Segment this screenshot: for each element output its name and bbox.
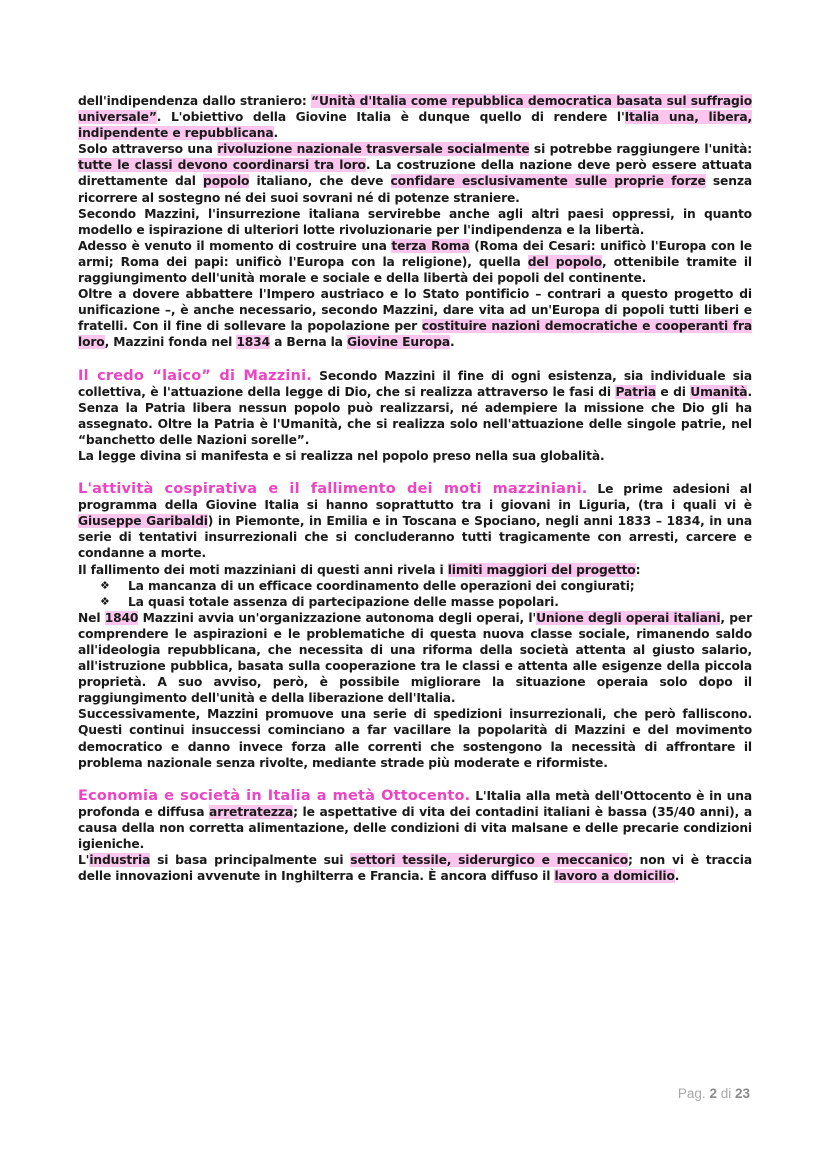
highlighted-text: lavoro a domicilio bbox=[554, 869, 675, 884]
paragraph: La legge divina si manifesta e si realizza nel popolo preso nella sua globalità. bbox=[78, 448, 605, 463]
paragraph: dell'indipendenza dallo straniero: “Unità d'Italia come repubblica democratica basata sul suffragio universale”. L'obiettivo della Giovine Italia è dunque quello di rendere l'Italia una, libera, indipendente e repubblicana. bbox=[78, 94, 753, 141]
paragraph: Il fallimento dei moti mazziniani di questi anni rivela i limiti maggiori del progetto: bbox=[78, 562, 641, 577]
highlighted-text: 1840 bbox=[104, 610, 139, 625]
bullet-list bbox=[78, 578, 752, 610]
highlighted-text: del popolo bbox=[527, 254, 603, 269]
section-heading: Il credo “laico” di Mazzini. bbox=[78, 367, 312, 384]
paragraph: Il credo “laico” di Mazzini. Secondo Mazzini il fine di ogni esistenza, sia individuale sia collettiva, è l'attuazione della legge di Dio, che si realizza attraverso le fasi di Patria e di Umanità. Senza la Patria libera nessun popolo può realizzarsi, né adempiere la missione che Dio gli ha assegnato. Oltre la Patria è l'Umanità, che si realizza solo nell'attuazione delle singole patrie, nel “banchetto delle Nazioni sorelle”. bbox=[78, 367, 752, 447]
highlighted-text: tutte le classi devono coordinarsi tra loro bbox=[78, 158, 366, 173]
paragraph: L'attività cospirativa e il fallimento dei moti mazziniani. Le prime adesioni al programma della Giovine Italia si hanno soprattutto tra i giovani in Liguria, (tra i quali vi è Giuseppe Garibaldi) in Piemonte, in Emilia e in Toscana e Spociano, negli anni 1833 – 1834, in una serie di tentativi insurrezionali che si concluderanno tutti tragicamente con arresti, carcere e condanne a morte. bbox=[78, 481, 752, 561]
highlighted-text: rivoluzione nazionale trasversale socialmente bbox=[217, 142, 530, 157]
section-moti bbox=[78, 481, 752, 771]
paragraph: Solo attraverso una rivoluzione nazionale trasversale socialmente si potrebbe raggiungere l'unità: tutte le classi devono coordinarsi tra loro. La costruzione della nazione deve però essere attuata direttamente dal popolo italiano, che deve confidare esclusivamente sulle proprie forze senza ricorrere al sostegno né dei suoi sovrani né di potenze straniere. bbox=[78, 142, 753, 205]
section-credo bbox=[78, 368, 752, 465]
highlighted-text: Patria bbox=[615, 384, 656, 399]
highlighted-text: Giovine Europa bbox=[346, 335, 450, 350]
highlighted-text: Umanità bbox=[690, 384, 748, 399]
highlighted-text: costituire nazioni democratiche e cooperanti fra loro bbox=[78, 319, 753, 350]
section-heading: L'attività cospirativa e il fallimento dei moti mazziniani. bbox=[78, 481, 588, 498]
highlighted-text: terza Roma bbox=[391, 238, 470, 253]
highlighted-text: popolo bbox=[203, 174, 250, 189]
paragraph: Secondo Mazzini, l'insurrezione italiana servirebbe anche agli altri paesi oppressi, in quanto modello e ispirazione di ulteriori lotte rivoluzionarie per l'indipendenza e la libertà. bbox=[78, 206, 752, 237]
page-number: Pag. 2 di 23 bbox=[677, 1086, 750, 1101]
diamond-bullet-icon: ❖ bbox=[100, 578, 110, 592]
list-item: ❖ La mancanza di un efficace coordinamento delle operazioni dei congiurati; bbox=[100, 578, 635, 593]
highlighted-text: arretratezza bbox=[209, 804, 294, 819]
paragraph: Economia e società in Italia a metà Ottocento. L'Italia alla metà dell'Ottocento è in una profonda e diffusa arretratezza; le aspettative di vita dei contadini italiani è bassa (35/40 anni), a causa della non corretta alimentazione, delle condizioni di vita malsane e delle precarie condizioni igieniche. bbox=[78, 787, 753, 852]
paragraph: Nel 1840 Mazzini avvia un'organizzazione autonoma degli operai, l'Unione degli operai italiani, per comprendere le aspirazioni e le problematiche di questa nuova classe sociale, rimanendo saldo all'ideologia repubblicana, che necessita di una riforma della società attenta al giusto salario, all'istruzione pubblica, basata sulla cooperazione tra le classi e attenta alle esigenze della piccola proprietà. A suo avviso, però, è possibile migliorare la situazione operaia solo dopo il raggiungimento dell'unità e della liberazione dell'Italia. bbox=[78, 610, 752, 706]
highlighted-text: confidare esclusivamente sulle proprie forze bbox=[390, 174, 706, 189]
highlighted-text: “Unità d'Italia come repubblica democratica basata sul suffragio universale” bbox=[78, 94, 752, 125]
highlighted-text: 1834 bbox=[236, 335, 270, 350]
highlighted-text: Giuseppe Garibaldi bbox=[78, 514, 208, 529]
section-heading: Economia e società in Italia a metà Ottocento. bbox=[78, 787, 471, 804]
highlighted-text: Italia una, libera, indipendente e repubblicana bbox=[78, 110, 753, 141]
section-economia bbox=[78, 788, 752, 885]
list-item: ❖ La quasi totale assenza di partecipazione delle masse popolari. bbox=[100, 594, 559, 609]
paragraph: L'industria si basa principalmente sui settori tessile, siderurgico e meccanico; non vi è traccia delle innovazioni avvenute in Inghilterra e Francia. È ancora diffuso il lavoro a domicilio. bbox=[78, 853, 753, 884]
highlighted-text: settori tessile, siderurgico e meccanico bbox=[350, 853, 629, 868]
diamond-bullet-icon: ❖ bbox=[100, 594, 110, 608]
highlighted-text: limiti maggiori del progetto bbox=[447, 562, 636, 577]
highlighted-text: Unione degli operai italiani bbox=[536, 610, 721, 625]
paragraph: Adesso è venuto il momento di costruire una terza Roma (Roma dei Cesari: unificò l'Europa con le armi; Roma dei papi: unificò l'Europa con la religione), quella del popolo, ottenibile tramite il raggiungimento dell'unità morale e sociale e della libertà dei popoli del continente. bbox=[78, 238, 752, 286]
document-body bbox=[78, 93, 752, 884]
paragraph: Oltre a dovere abbattere l'Impero austriaco e lo Stato pontificio – contrari a questo progetto di unificazione –, è anche necessario, secondo Mazzini, dare vita ad un'Europa di popoli tutti liberi e fratelli. Con il fine di sollevare la popolazione per costituire nazioni democratiche e cooperanti fra loro, Mazzini fonda nel 1834 a Berna la Giovine Europa. bbox=[78, 287, 753, 350]
highlighted-text: industria bbox=[89, 853, 151, 868]
paragraph: Successivamente, Mazzini promuove una serie di spedizioni insurrezionali, che però falliscono. Questi continui insuccessi cominciano a far vacillare la popolarità di Mazzini e del movimento democratico e danno invece forza alle correnti che sostengono la necessità di affrontare il problema nazionale senza rivolte, mediante strade più moderate e riformiste. bbox=[78, 707, 752, 770]
